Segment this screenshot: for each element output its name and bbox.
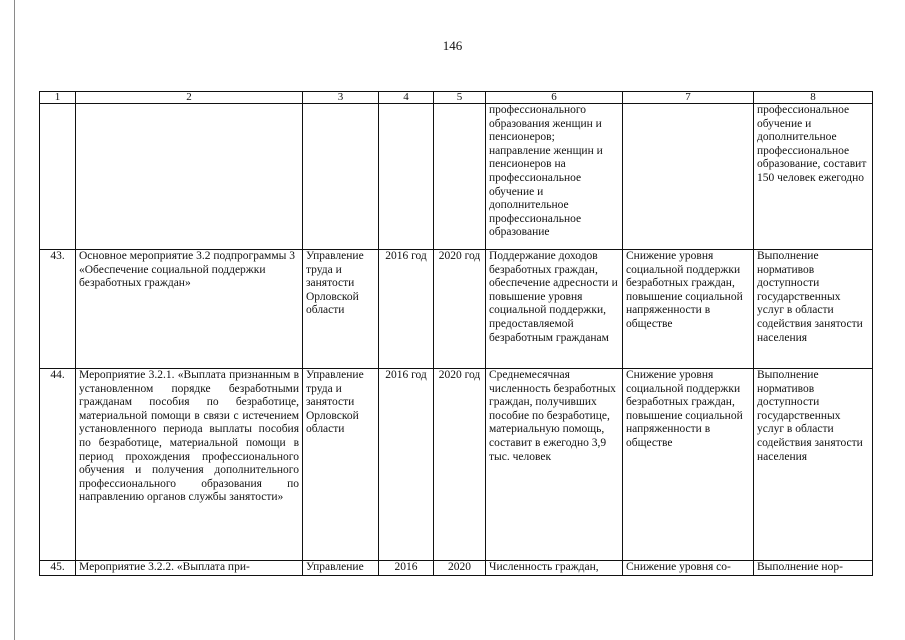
header-cell: 3 (303, 92, 379, 104)
consequence-cell: Снижение уровня со- (623, 561, 754, 576)
measure-name: Основное мероприятие 3.2 подпрограммы 3 «Обеспечение социальной поддержки безработных граждан» (76, 250, 303, 369)
start-year: 2016 год (379, 250, 434, 369)
measure-name: Мероприятие 3.2.2. «Выплата при- (76, 561, 303, 576)
table-row (40, 250, 873, 369)
consequence-cell: Снижение уровня социальной поддержки безработных граждан, повышение социальной напряженности в обществе (623, 369, 754, 561)
header-cell: 6 (486, 92, 623, 104)
executor-cell: Управление труда и занятости Орловской области (303, 369, 379, 561)
result-cell: Численность граждан, (486, 561, 623, 576)
end-year: 2020 год (434, 250, 486, 369)
consequence-cell: Снижение уровня социальной поддержки безработных граждан, повышение социальной напряженности в обществе (623, 250, 754, 369)
link-cell: Выполнение нормативов доступности государственных услуг в области содействия занятости населения (754, 250, 873, 369)
link-cell: профессиональное обучение и дополнительное профессиональное образование, составит 150 человек ежегодно (754, 104, 873, 250)
table-row-continuation (40, 104, 873, 250)
header-cell: 7 (623, 92, 754, 104)
row-number: 44. (40, 369, 76, 561)
header-cell: 1 (40, 92, 76, 104)
table-row (40, 561, 873, 576)
table-cell (379, 104, 434, 250)
column-number-header (40, 92, 873, 104)
table-cell (76, 104, 303, 250)
start-year: 2016 (379, 561, 434, 576)
row-number: 43. (40, 250, 76, 369)
measure-name: Мероприятие 3.2.1. «Выплата признанным в установленном порядке безработными гражданам пособия по безработице, материальной помощи в связи с истечением установленного периода выплаты пособия по безработице, материальной помощи в период прохождения профессионального обучения и получения дополнительного профессионального образования по направлению органов службы занятости» (76, 369, 303, 561)
header-cell: 8 (754, 92, 873, 104)
table-cell (623, 104, 754, 250)
end-year: 2020 год (434, 369, 486, 561)
start-year: 2016 год (379, 369, 434, 561)
link-cell: Выполнение нормативов доступности государственных услуг в области содействия занятости населения (754, 369, 873, 561)
program-table (39, 91, 873, 576)
end-year: 2020 (434, 561, 486, 576)
executor-cell: Управление (303, 561, 379, 576)
header-cell: 5 (434, 92, 486, 104)
table-cell (40, 104, 76, 250)
result-cell: Поддержание доходов безработных граждан, обеспечение адресности и повышение уровня социальной поддержки, предоставляемой безработным гражданам (486, 250, 623, 369)
page-number: 146 (442, 38, 463, 53)
page-left-edge (14, 0, 15, 640)
table-cell (303, 104, 379, 250)
link-cell: Выполнение нор- (754, 561, 873, 576)
table-row (40, 369, 873, 561)
table-cell (434, 104, 486, 250)
header-cell: 4 (379, 92, 434, 104)
result-cell: Среднемесячная численность безработных граждан, получивших пособие по безработице, материальную помощь, составит в ежегодно 3,9 тыс. человек (486, 369, 623, 561)
executor-cell: Управление труда и занятости Орловской области (303, 250, 379, 369)
row-number: 45. (40, 561, 76, 576)
header-cell: 2 (76, 92, 303, 104)
result-cell: профессионального образования женщин и пенсионеров; направление женщин и пенсионеров на профессиональное обучение и дополнительное профессиональное образование (486, 104, 623, 250)
